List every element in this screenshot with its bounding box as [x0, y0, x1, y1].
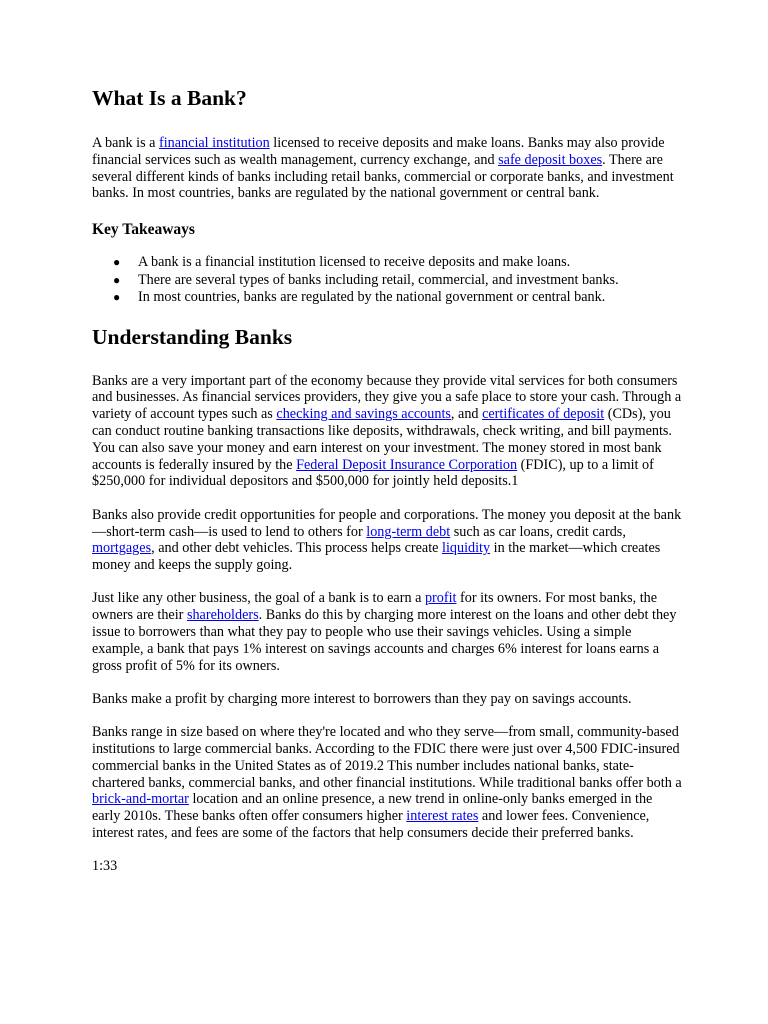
inline-link[interactable]: financial institution [159, 135, 270, 151]
inline-link[interactable]: Federal Deposit Insurance Corporation [296, 456, 518, 473]
inline-link[interactable]: brick-and-mortar [92, 791, 189, 808]
body-paragraph [92, 590, 682, 674]
inline-link[interactable]: liquidity [442, 540, 491, 557]
key-takeaways-list [92, 254, 682, 307]
page-title: What Is a Bank? [92, 86, 247, 110]
article [92, 84, 682, 875]
list-item: ● A bank is a financial institution licensed to receive deposits and make loans. [113, 254, 571, 271]
paragraph-text: (CDs), you can conduct routine banking transactions like deposits, withdrawals, check writing, and bill payments. You can also save your money and earn interest on your investment. The money stored in most bank accounts is federally insured by the [92, 406, 672, 473]
paragraph-text: Banks also provide credit opportunities for people and corporations. The money you deposit at the bank—short-term cash—is used to lend to others for [92, 506, 682, 540]
callout-paragraph [92, 691, 682, 708]
inline-link[interactable]: long-term debt [366, 523, 451, 540]
bullet-icon: ● [113, 255, 121, 270]
list-item: ● In most countries, banks are regulated by the national government or central bank. [113, 289, 606, 306]
paragraph-text: Banks range in size based on where they're located and who they serve—from small, community-based institutions to large commercial banks. According to the FDIC there were just over 4,500 FDIC-insured commercial banks in the United States as of 2019.2 This number includes national banks, state-chartered banks, commercial banks, and other financial institutions. While traditional banks offer both a [92, 724, 682, 791]
paragraph-text: Banks make a profit by charging more interest to borrowers than they pay on savings accounts. [92, 690, 632, 707]
paragraph-text: Just like any other business, the goal of a bank is to earn a [92, 590, 425, 607]
body-paragraph [92, 724, 682, 842]
paragraph-text: for its owners. For most banks, the owners are their [92, 590, 658, 624]
paragraph-text: . Banks do this by charging more interest on the loans and other debt they issue to borrowers than what they pay to people who use their savings vehicles. Using a simple example, a bank that pays 1% interest on savings accounts and charges 6% interest for loans earns a gross profit of 5% for its owners. [92, 607, 677, 674]
list-item: ● There are several types of banks including retail, commercial, and investment banks. [113, 271, 619, 288]
paragraph-text: , and [450, 406, 483, 423]
video-duration: 1:33 [92, 858, 118, 875]
body-paragraph [92, 507, 682, 574]
inline-link[interactable]: interest rates [406, 808, 479, 825]
inline-link[interactable]: certificates of deposit [482, 406, 605, 423]
inline-link[interactable]: mortgages [92, 540, 152, 557]
paragraph-text: licensed to receive deposits and make loans. Banks may also provide financial services such as wealth management, currency exchange, and [92, 135, 665, 168]
paragraph-text: . There are several different kinds of banks including retail banks, commercial or corporate banks, and investment banks. In most countries, banks are regulated by the national government or central bank. [92, 151, 674, 202]
paragraph-text: , and other debt vehicles. This process helps create [151, 540, 442, 557]
intro-paragraph [92, 135, 682, 202]
paragraph-text: A bank is a [92, 135, 159, 151]
bullet-icon: ● [113, 272, 121, 287]
inline-link[interactable]: profit [424, 590, 457, 607]
bullet-icon: ● [113, 290, 121, 305]
paragraph-text: location and an online presence, a new trend in online-only banks emerged in the early 2010s. These banks often offer consumers higher [92, 791, 653, 825]
paragraph-text: such as car loans, credit cards, [450, 523, 626, 540]
inline-link[interactable]: shareholders [186, 607, 259, 624]
inline-link[interactable]: safe deposit boxes [498, 151, 603, 168]
body-paragraph [92, 373, 682, 491]
paragraph-text: in the market—which creates money and keeps the supply going. [92, 540, 661, 574]
paragraph-text: (FDIC), up to a limit of $250,000 for individual depositors and $500,000 for jointly held deposits.1 [92, 456, 654, 490]
key-takeaways-heading: Key Takeaways [92, 221, 195, 239]
paragraph-text: Banks are a very important part of the economy because they provide vital services for both consumers and businesses. As financial services providers, they give you a safe place to store your cash. Through a variety of account types such as [92, 372, 682, 423]
paragraph-text: and lower fees. Convenience, interest rates, and fees are some of the factors that help consumers decide their preferred banks. [92, 808, 650, 842]
section-heading: Understanding Banks [92, 324, 293, 349]
inline-link[interactable]: checking and savings accounts [276, 406, 451, 423]
